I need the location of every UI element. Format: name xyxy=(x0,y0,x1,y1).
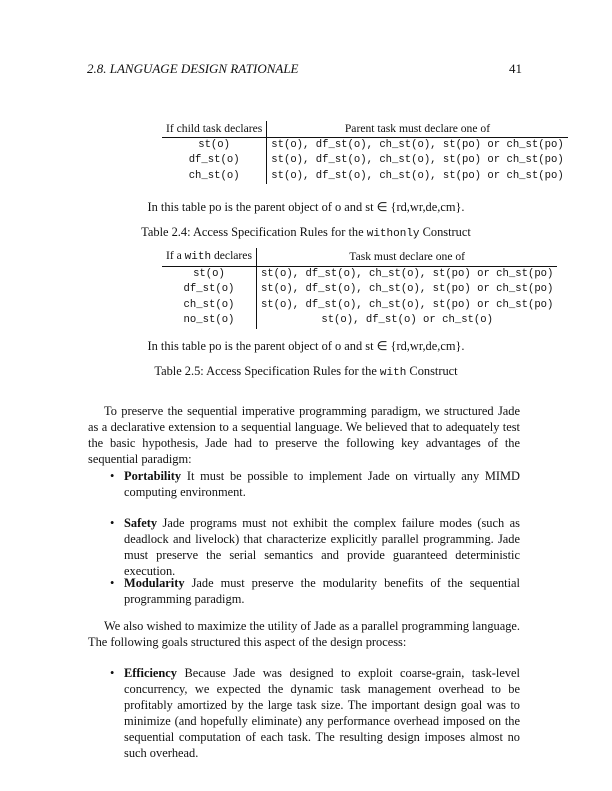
cell: st(o), df_st(o), ch_st(o), st(po) or ch_st(po) xyxy=(260,283,554,296)
caption-code: withonly xyxy=(366,228,420,240)
bullet-term: Modularity xyxy=(124,576,185,590)
cell: no_st(o) xyxy=(162,313,256,329)
table-2-5 xyxy=(162,248,557,329)
cell: st(o) xyxy=(162,266,256,282)
header-text: declares xyxy=(211,249,252,262)
cell: df_st(o) xyxy=(162,153,267,169)
running-header: 2.8. LANGUAGE DESIGN RATIONALE xyxy=(87,61,299,76)
column-header: Task must declare one of xyxy=(256,248,557,266)
cell: df_st(o) xyxy=(162,282,256,298)
bullet-term: Portability xyxy=(124,469,182,483)
table-2-4 xyxy=(162,121,568,184)
table-row xyxy=(162,137,568,153)
paragraph: We also wished to maximize the utility of Jade as a parallel programming language. The following goals structured this aspect of the design process: xyxy=(88,619,520,649)
table-caption xyxy=(0,225,612,240)
caption-code: with xyxy=(379,367,407,379)
bullet-item xyxy=(110,665,520,761)
table-row xyxy=(162,313,557,329)
table-row xyxy=(162,298,557,314)
bullet-text: Jade must preserve the modularity benefits of the sequential programming paradigm. xyxy=(124,576,520,606)
table-row xyxy=(162,169,568,185)
bullet-item xyxy=(110,468,520,500)
cell: st(o), df_st(o), ch_st(o), st(po) or ch_st(po) xyxy=(260,267,554,280)
caption-text: Table 2.5: Access Specification Rules for the xyxy=(154,364,380,378)
table-caption xyxy=(0,364,612,379)
table-note: In this table po is the parent object of o and st ∈ {rd,wr,de,cm}. xyxy=(147,200,465,214)
column-header: Parent task must declare one of xyxy=(267,121,568,137)
column-header xyxy=(162,248,256,266)
cell: st(o), df_st(o), ch_st(o), st(po) or ch_st(po) xyxy=(271,169,564,182)
table-note: In this table po is the parent object of o and st ∈ {rd,wr,de,cm}. xyxy=(147,339,465,353)
cell: st(o), df_st(o) or ch_st(o) xyxy=(321,314,493,327)
paragraph: To preserve the sequential imperative programming paradigm, we structured Jade as a declarative extension to a sequential language. We believed that to adequately test the basic hypothesis, Jade had to preserve the following key advantages of the sequential paradigm: xyxy=(88,404,520,466)
table-row xyxy=(162,153,568,169)
caption-text: Table 2.4: Access Specification Rules for the xyxy=(141,225,367,239)
bullet-term: Efficiency xyxy=(124,666,177,680)
caption-text: Construct xyxy=(406,364,458,378)
cell: st(o), df_st(o), ch_st(o), st(po) or ch_st(po) xyxy=(260,298,554,311)
cell: ch_st(o) xyxy=(162,298,256,314)
bullet-icon: • xyxy=(110,666,115,680)
column-header: If child task declares xyxy=(162,121,267,137)
bullet-term: Safety xyxy=(124,516,158,530)
bullet-icon: • xyxy=(110,516,115,530)
bullet-text: Because Jade was designed to exploit coarse-grain, task-level concurrency, we expected the dynamic task management overhead to be profitably amortized by the large task size. The important design goal was to minimize (and hopefully eliminate) any performance overhead imposed on the sequential computation of each task. The resulting design imposes almost no such overhead. xyxy=(124,666,520,760)
cell: st(o), df_st(o), ch_st(o), st(po) or ch_st(po) xyxy=(271,138,564,151)
cell: st(o) xyxy=(162,137,267,153)
header-text: If a xyxy=(166,249,185,262)
bullet-item xyxy=(110,515,520,579)
header-code: with xyxy=(184,251,212,263)
page-number: 41 xyxy=(509,61,522,76)
caption-text: Construct xyxy=(419,225,471,239)
bullet-icon: • xyxy=(110,576,115,590)
cell: ch_st(o) xyxy=(162,169,267,185)
table-row xyxy=(162,266,557,282)
bullet-icon: • xyxy=(110,469,115,483)
cell: st(o), df_st(o), ch_st(o), st(po) or ch_st(po) xyxy=(271,154,564,167)
bullet-text: Jade programs must not exhibit the complex failure modes (such as deadlock and livelock) that characterize explicitly parallel programming. Jade must preserve the serial semantics and provide guaranteed deterministic execution. xyxy=(124,516,520,578)
table-row xyxy=(162,282,557,298)
bullet-text: It must be possible to implement Jade on virtually any MIMD computing environment. xyxy=(124,469,520,499)
bullet-item xyxy=(110,575,520,607)
